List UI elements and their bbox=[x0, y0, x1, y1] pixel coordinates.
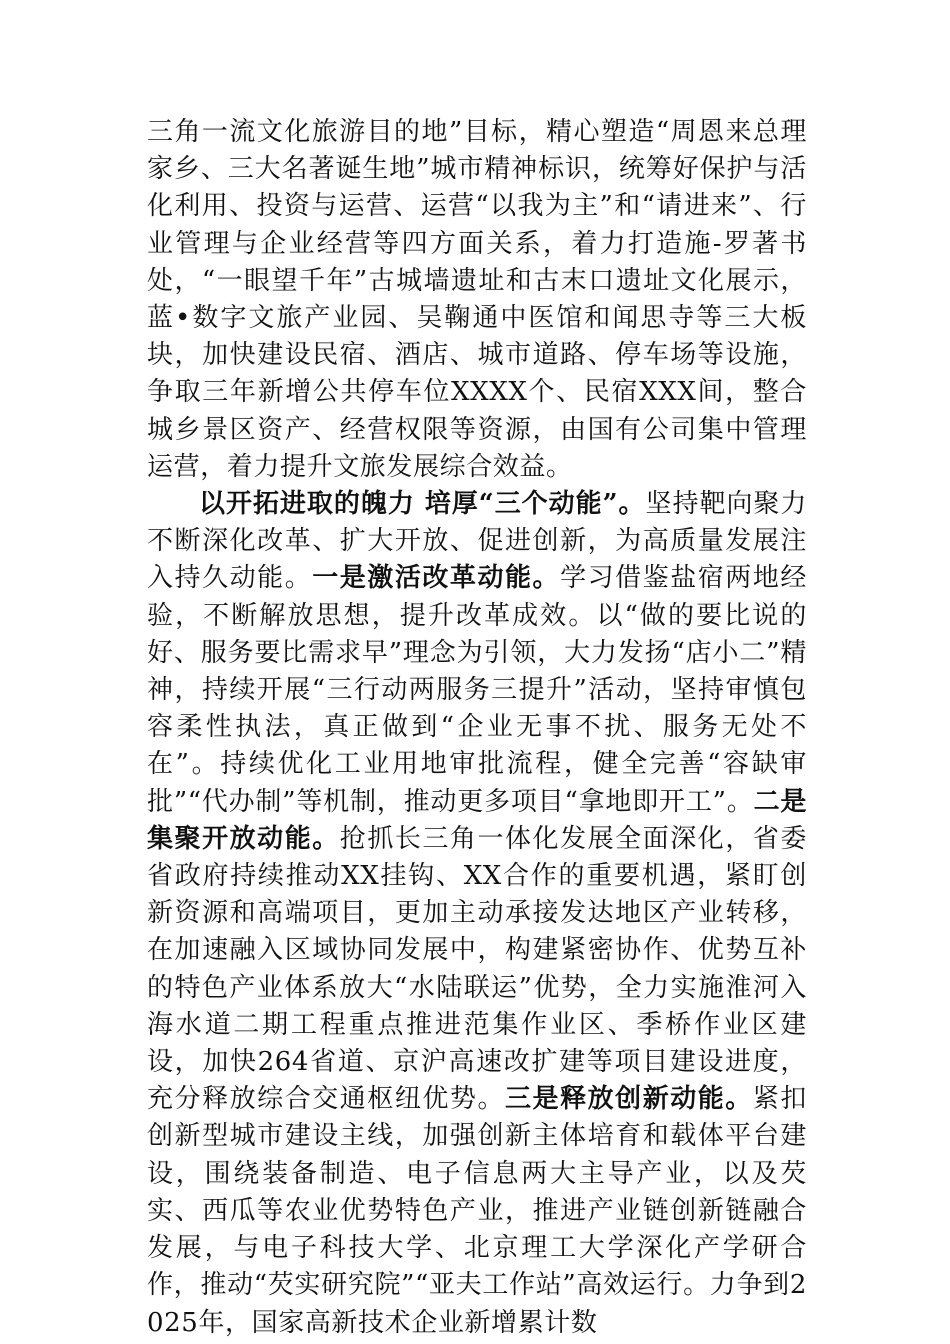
paragraph-text: 三角一流文化旅游目的地”目标，精心塑造“周恩来总理家乡、三大名著诞生地”城市精神标识，统筹好保护与活化利用、投资与运营、运营“以我为主”和“请进来”、行业管理与企业经营等四方面关系，着力打造施-罗著书处，“一眼望千年”古城墙遗址和古末口遗址文化展示，蓝•数字文旅产业园、吴鞠通中医馆和闻思寺等三大板块，加快建设民宿、酒店、城市道路、停车场等设施，争取三年新增公共停车位XXXX个、民宿XXX间，整合城乡景区资产、经营权限等资源，由国有公司集中管理运营，着力提升文旅发展综合效益。 bbox=[147, 117, 807, 482]
subheading-reform: 一是激活改革动能。 bbox=[312, 563, 561, 594]
paragraph-text: 抢抓长三角一体化发展全面深化，省委省政府持续推动XX挂钩、XX合作的重要机遇，紧盯创新资源和高端项目，更加主动承接发达地区产业转移，在加速融入区域协同发展中，构建紧密协作、优势互补的特色产业体系放大“水陆联运”优势，全力实施淮河入海水道二期工程重点推进范集作业区、季桥作业区建设，加快264省道、京沪高速改扩建等项目建设进度，充分释放综合交通枢纽优势。 bbox=[147, 823, 808, 1115]
paragraph-text: 学习借鉴盐宿两地经验，不断解放思想，提升改革成效。以“做的要比说的好、服务要比需求早”理念为引领，大力发扬“店小二”精神，持续开展“三行动两服务三提升”活动，坚持审慎包容柔性执法，真正做到“企业无事不扰、服务无处不在”。持续优化工业用地审批流程，健全完善“容缺审批”“代办制”等机制，推动更多项目“拿地即开工”。 bbox=[147, 563, 807, 817]
paragraph-text: 紧扣创新型城市建设主线，加强创新主体培育和载体平台建设，围绕装备制造、电子信息两大主导产业，以及芡实、西瓜等农业优势特色产业，推进产业链创新链融合发展，与电子科技大学、北京理工大学深化产学研合作，推动“芡实研究院”“亚夫工作站”高效运行。力争到2025年，国家高新技术企业新增累计数 bbox=[147, 1084, 807, 1338]
subheading-innovation: 三是释放创新动能。 bbox=[505, 1084, 753, 1115]
paragraph-cultural-tourism bbox=[147, 114, 807, 486]
paragraph-text: 坚持靶向聚力不断深化改革、扩大开放、促进创新，为高质量发展注入持久动能。 bbox=[147, 489, 807, 594]
section-heading: 以开拓进取的魄力 培厚“三个动能”。 bbox=[199, 489, 646, 520]
paragraph-three-momentum bbox=[147, 486, 807, 1342]
subheading-openness: 二是集聚开放动能。 bbox=[147, 786, 807, 854]
document-page bbox=[147, 114, 807, 1342]
